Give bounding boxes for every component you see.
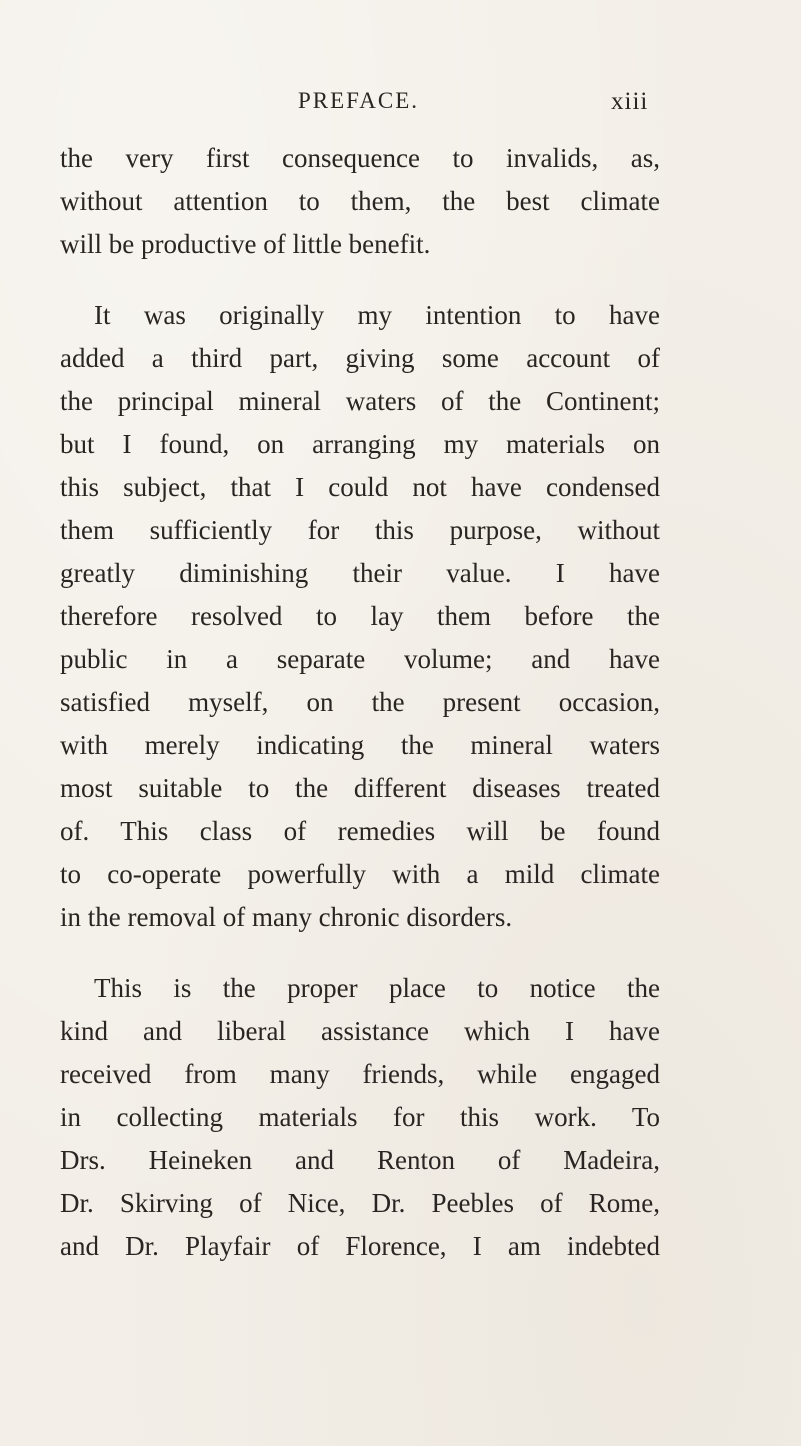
paragraph: [60, 294, 660, 939]
running-head: [0, 88, 801, 128]
text-line: will be productive of little benefit.: [60, 229, 431, 259]
text-line: the very first consequence to invalids, as,: [60, 143, 660, 173]
paragraph: [60, 137, 660, 266]
running-title: PREFACE.: [298, 88, 420, 113]
text-line: of. This class of remedies will be found: [60, 816, 660, 846]
text-line: This is the proper place to notice the: [94, 973, 660, 1003]
text-line: received from many friends, while engaged: [60, 1059, 660, 1089]
paragraph-spacer: [60, 939, 660, 967]
text-line: them sufficiently for this purpose, without: [60, 515, 660, 545]
text-line: the principal mineral waters of the Continent;: [60, 386, 660, 416]
text-line: public in a separate volume; and have: [60, 644, 660, 674]
text-line: in collecting materials for this work. To: [60, 1102, 660, 1132]
page-number: xiii: [611, 88, 649, 115]
text-line: and Dr. Playfair of Florence, I am indebted: [60, 1231, 660, 1261]
body-text: [60, 137, 660, 1268]
text-line: added a third part, giving some account of: [60, 343, 660, 373]
text-line: but I found, on arranging my materials on: [60, 429, 660, 459]
text-line: with merely indicating the mineral waters: [60, 730, 660, 760]
text-line: without attention to them, the best climate: [60, 186, 660, 216]
text-line: Drs. Heineken and Renton of Madeira,: [60, 1145, 660, 1175]
text-line: kind and liberal assistance which I have: [60, 1016, 660, 1046]
text-line: therefore resolved to lay them before the: [60, 601, 660, 631]
text-line: It was originally my intention to have: [94, 300, 660, 330]
text-line: Dr. Skirving of Nice, Dr. Peebles of Rome,: [60, 1188, 660, 1218]
paragraph-spacer: [60, 266, 660, 294]
text-line: satisfied myself, on the present occasion,: [60, 687, 660, 717]
text-line: this subject, that I could not have condensed: [60, 472, 660, 502]
text-line: to co-operate powerfully with a mild climate: [60, 859, 660, 889]
text-line: in the removal of many chronic disorders.: [60, 902, 513, 932]
text-line: greatly diminishing their value. I have: [60, 558, 660, 588]
text-line: most suitable to the different diseases treated: [60, 773, 660, 803]
paragraph: [60, 967, 660, 1268]
